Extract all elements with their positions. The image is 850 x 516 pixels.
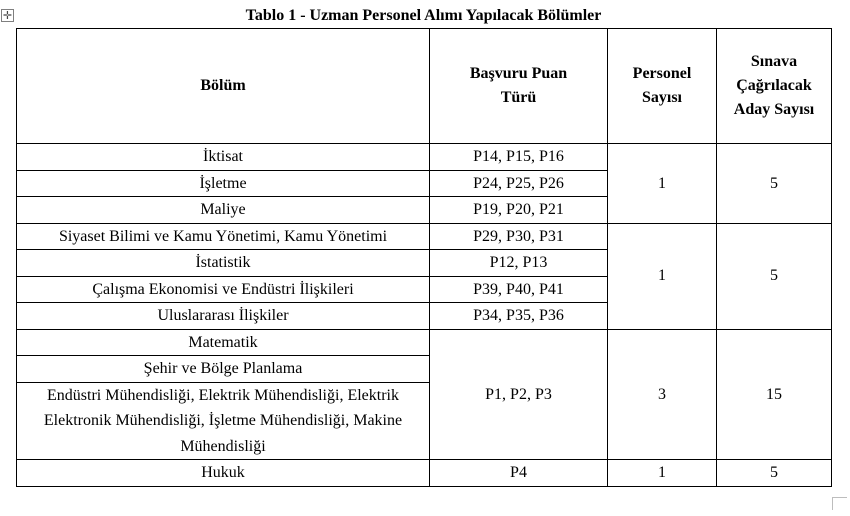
cell-personel: 1 — [608, 144, 717, 224]
cell-puan: P19, P20, P21 — [430, 197, 608, 224]
cell-bolum: İşletme — [17, 170, 430, 197]
table-row — [17, 460, 832, 487]
cell-bolum: Uluslararası İlişkiler — [17, 303, 430, 330]
cell-puan: P39, P40, P41 — [430, 276, 608, 303]
cell-puan: P14, P15, P16 — [430, 144, 608, 171]
cell-aday: 5 — [717, 223, 832, 329]
header-puan-turu: Başvuru Puan Türü — [430, 29, 608, 144]
cell-bolum: Şehir ve Bölge Planlama — [17, 356, 430, 383]
cell-bolum: Maliye — [17, 197, 430, 224]
header-row — [17, 29, 832, 144]
cell-puan: P29, P30, P31 — [430, 223, 608, 250]
cell-aday: 5 — [717, 144, 832, 224]
cell-aday: 15 — [717, 329, 832, 460]
cell-puan: P4 — [430, 460, 608, 487]
cell-bolum: Siyaset Bilimi ve Kamu Yönetimi, Kamu Yönetimi — [17, 223, 430, 250]
table-title: Tablo 1 - Uzman Personel Alımı Yapılacak Bölümler — [245, 7, 602, 24]
cell-bolum: Çalışma Ekonomisi ve Endüstri İlişkileri — [17, 276, 430, 303]
header-bolum: Bölüm — [17, 29, 430, 144]
cell-personel: 1 — [608, 460, 717, 487]
cell-puan: P1, P2, P3 — [430, 329, 608, 460]
cell-puan: P24, P25, P26 — [430, 170, 608, 197]
table-resize-handle[interactable] — [832, 497, 847, 510]
table-row — [17, 329, 832, 356]
header-personel-sayisi: Personel Sayısı — [608, 29, 717, 144]
departments-table — [16, 28, 832, 487]
cell-bolum: Matematik — [17, 329, 430, 356]
cell-puan: P12, P13 — [430, 250, 608, 277]
cell-bolum: Endüstri Mühendisliği, Elektrik Mühendisliği, Elektrik Elektronik Mühendisliği, İşletme Mühendisliği, Makine Mühendisliği — [17, 382, 430, 460]
table-row — [17, 144, 832, 171]
cell-personel: 3 — [608, 329, 717, 460]
cell-bolum: İktisat — [17, 144, 430, 171]
cell-bolum: İstatistik — [17, 250, 430, 277]
cell-bolum: Hukuk — [17, 460, 430, 487]
table-row — [17, 223, 832, 250]
move-cross-icon[interactable]: ✛ — [2, 9, 13, 22]
header-aday-sayisi: Sınava Çağrılacak Aday Sayısı — [717, 29, 832, 144]
cell-aday: 5 — [717, 460, 832, 487]
cell-personel: 1 — [608, 223, 717, 329]
cell-puan: P34, P35, P36 — [430, 303, 608, 330]
